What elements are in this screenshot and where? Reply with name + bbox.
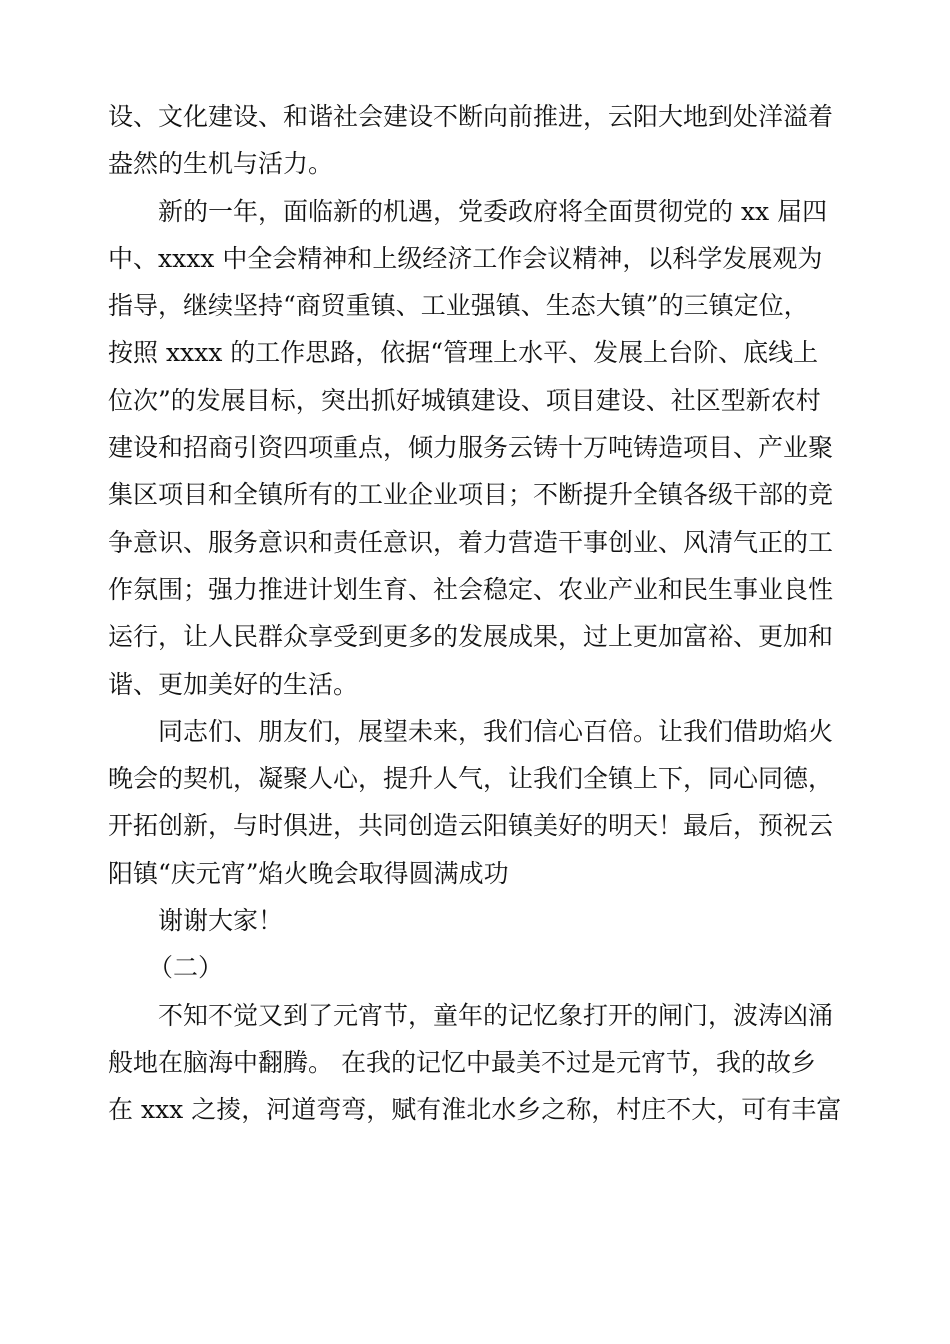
text-line: 盎然的生机与活力。 [108,149,334,179]
text-line: 争意识、服务意识和责任意识，着力营造干事创业、风清气正的工 [108,527,834,557]
text-line: 按照 xxxx 的工作思路，依据“管理上水平、发展上台阶、底线上 [108,338,819,368]
text-line: 设、文化建设、和谐社会建设不断向前推进，云阳大地到处洋溢着 [108,102,834,131]
text-line: 开拓创新，与时俱进，共同创造云阳镇美好的明天！最后，预祝云 [108,811,834,841]
document-body [108,93,848,1134]
text-line: 般地在脑海中翻腾。 在我的记忆中最美不过是元宵节，我的故乡 [108,1047,816,1077]
text-line: 晚会的契机，凝聚人心，提升人气，让我们全镇上下，同心同德， [108,764,834,794]
text-line: 集区项目和全镇所有的工业企业项目；不断提升全镇各级干部的竞 [108,480,834,510]
text-line: 在 xxx 之掕，河道弯弯，赋有淮北水乡之称，村庄不大，可有丰富 [108,1095,842,1125]
paragraph-start-line: 新的一年，面临新的机遇，党委政府将全面贯彻党的 xx 届四 [158,196,828,226]
section-heading: （二） [148,953,224,983]
text-line: 作氛围；强力推进计划生育、社会稳定、农业产业和民生事业良性 [108,574,834,604]
text-line: 运行，让人民群众享受到更多的发展成果，过上更加富裕、更加和 [108,622,834,652]
text-line: 中、xxxx 中全会精神和上级经济工作会议精神，以科学发展观为 [108,243,823,273]
text-line: 位次”的发展目标，突出抓好城镇建设、项目建设、社区型新农村 [108,385,821,415]
text-line: 建设和招商引资四项重点，倾力服务云铸十万吨铸造项目、产业聚 [108,433,834,463]
closing-line: 谢谢大家！ [158,906,284,936]
text-line: 谐、更加美好的生活。 [108,669,359,699]
text-line: 阳镇“庆元宵”焰火晚会取得圆满成功 [108,858,509,888]
paragraph-start-line: 同志们、朋友们，展望未来，我们信心百倍。让我们借助焰火 [158,716,834,746]
paragraph-start-line: 不知不觉又到了元宵节，童年的记忆象打开的闸门，波涛凶涌 [158,1000,834,1030]
text-line: 指导，继续坚持“商贸重镇、工业强镇、生态大镇”的三镇定位， [108,291,809,321]
